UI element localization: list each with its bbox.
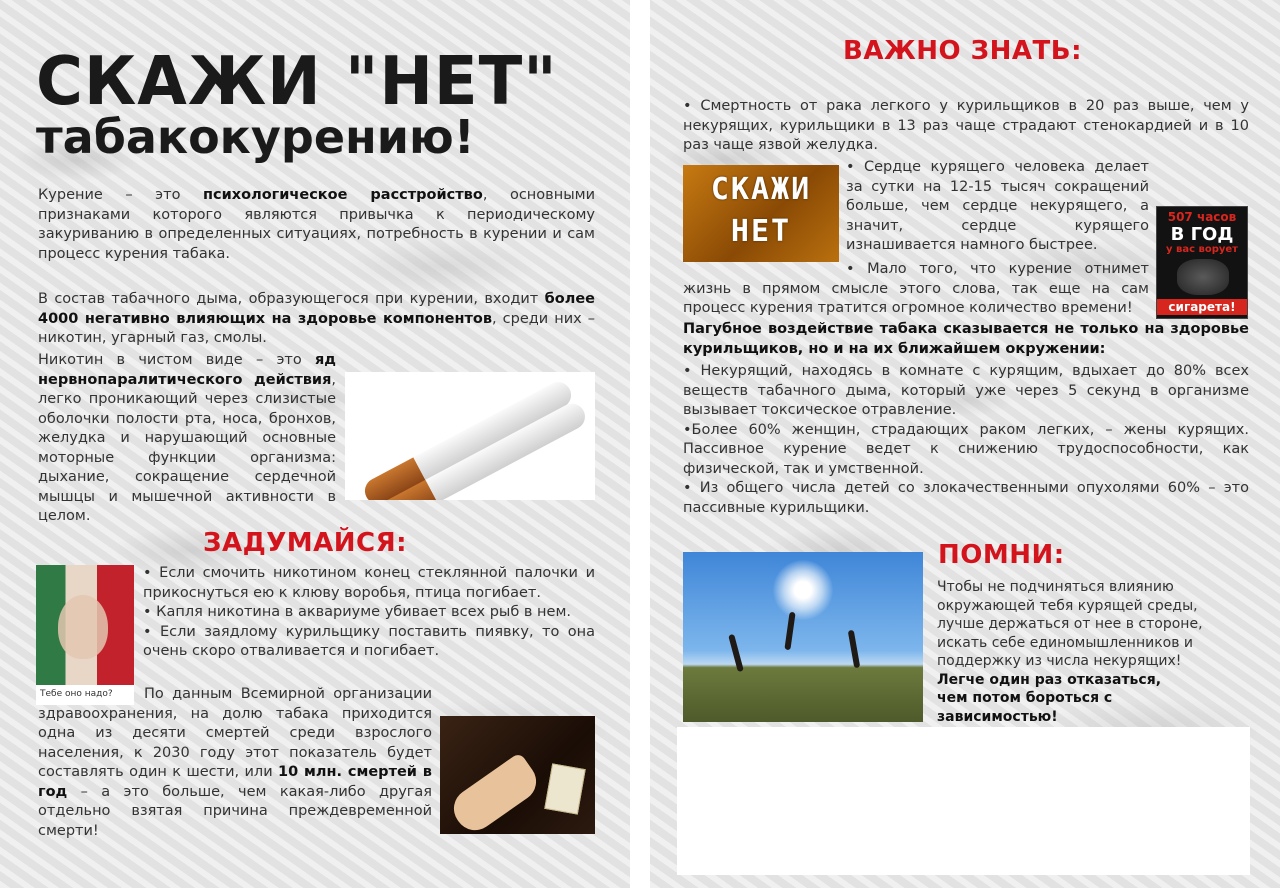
fact-room: • Некурящий, находясь в комнате с курящим, вдыхает до 80% всех веществ табачного дыма, который уже через 5 секунд в организме вызывает токсическое отравление.	[683, 363, 1249, 418]
remember-text	[937, 578, 1237, 745]
say-no-line-2: НЕТ	[730, 214, 792, 249]
blank-white-area	[677, 727, 1250, 875]
say-no-sign-text	[691, 169, 831, 253]
who-text-c: – а это больше, чем какая-либо другая отдельно взятая причина преждевременной смерти!	[38, 783, 432, 839]
title-line-1: СКАЖИ "НЕТ"	[36, 43, 558, 121]
cigarettes-image	[345, 372, 595, 500]
fact-women: •Более 60% женщин, страдающих раком легких, – жены курящих. Пассивное курение ведет к снижению трудоспособности, как физической, так и умственной.	[683, 421, 1249, 477]
who-text-a: По данным Всемирной организации здравоохранения, на долю табака приходится одна из десяти смертей среди взрослого населения, к 2030 году этот показатель будет составлять один к шести, или	[38, 686, 432, 780]
cigarette-pack-shape	[544, 763, 585, 814]
hours-poster-image	[1156, 206, 1248, 319]
fact-cancer: • Смертность от рака легкого у курильщиков в 20 раз выше, чем у некурящих, курильщики в 13 раз чаще страдают стенокардией и в 10 раз чаще язвой желудка.	[683, 98, 1249, 153]
paragraph-smoking-definition	[38, 186, 595, 264]
hours-text-3: у вас ворует	[1166, 244, 1238, 255]
child-figure-1	[728, 634, 744, 672]
child-figure-2	[784, 612, 795, 650]
remember-bold-1: Легче один раз отказаться,	[937, 671, 1162, 688]
girl-face-shape	[58, 595, 108, 659]
hours-text-2: В ГОД	[1170, 224, 1234, 245]
hours-text-4: сигарета!	[1157, 299, 1247, 315]
paragraph-who	[38, 685, 432, 841]
think-facts-list	[143, 564, 595, 662]
paragraph-nicotine	[38, 351, 336, 527]
hours-text-1: 507 часов	[1167, 210, 1237, 224]
child-figure-3	[848, 630, 861, 668]
hand-shape	[446, 752, 544, 834]
title-line-2: табакокурению!	[36, 110, 475, 164]
paragraph-smoke-composition	[38, 290, 595, 349]
handcuffed-hands-shape	[1177, 259, 1229, 295]
fact-time: • Мало того, что курение отнимет жизнь в прямом смысле этого слова, так еще на сам процесс курения тратится огромное количество времени!	[683, 261, 1149, 316]
fact-heart: • Сердце курящего человека делает за сутки на 12-15 тысяч сокращений больше, чем сердце некурящего, а значит, сердце курящего изнашивается намного быстрее.	[846, 159, 1149, 253]
think-fact-1: • Если смочить никотином конец стеклянной палочки и прикоснуться ею к клюву воробья, птица погибает.	[143, 565, 595, 601]
p1-text-c: , основными признаками которого являются привычка к периодическому закуриванию в определенных ситуациях, потребность в курении и сам процесс курения табака.	[38, 187, 595, 262]
fact-children: • Из общего числа детей со злокачественными опухолями 60% – это пассивные курильщики.	[683, 480, 1249, 516]
remember-bold-2: чем потом бороться с зависимостью!	[937, 690, 1113, 725]
sun-glow	[773, 560, 833, 620]
p2-text-a: В состав табачного дыма, образующегося при курении, входит	[38, 291, 545, 307]
girl-poster-image	[36, 565, 134, 705]
remember-heading: ПОМНИ:	[938, 540, 1065, 570]
p1-text-a: Курение – это	[38, 187, 203, 203]
think-fact-2: • Капля никотина в аквариуме убивает всех рыб в нем.	[143, 604, 571, 620]
p1-text-bold: психологическое расстройство	[203, 187, 483, 203]
left-page	[0, 0, 630, 888]
jumping-children-image	[683, 552, 923, 722]
p3-text-c: , легко проникающий через слизистые оболочки полости рта, носа, бронхов, желудка и нарушающий основные моторные функции организма: дыхание, сокращение сердечной мышцы и мышечной активности в целом.	[38, 371, 336, 524]
remember-paragraph: Чтобы не подчиняться влиянию окружающей тебя курящей среды, лучше держаться от нее в стороне, искать себе единомышленников и поддержку из числа некурящих!	[937, 579, 1203, 669]
girl-caption: Тебе оно надо?	[36, 685, 134, 705]
passive-facts-list	[683, 362, 1249, 518]
p2-text-c: , среди них – никотин, угарный газ, смолы.	[38, 310, 595, 346]
say-no-sign-image	[683, 165, 839, 262]
who-text-bold: 10 млн. смертей в год	[38, 764, 432, 800]
passive-smoking-bold: Пагубное воздействие табака сказывается не только на здоровье курильщиков, но и на их ближайшем окружении:	[683, 321, 1249, 357]
hand-refusing-cigarette-image	[440, 716, 595, 834]
p2-text-bold: более 4000 негативно влияющих на здоровье компонентов	[38, 291, 595, 327]
say-no-line-1: СКАЖИ	[710, 172, 812, 207]
p3-text-bold: яд нервнопаралитического действия	[38, 352, 336, 388]
think-fact-3: • Если заядлому курильщику поставить пиявку, то она очень скоро отваливается и погибает.	[143, 623, 595, 659]
important-heading: ВАЖНО ЗНАТЬ:	[843, 36, 1082, 66]
think-heading: ЗАДУМАЙСЯ:	[203, 528, 408, 558]
p3-text-a: Никотин в чистом виде – это	[38, 352, 315, 368]
